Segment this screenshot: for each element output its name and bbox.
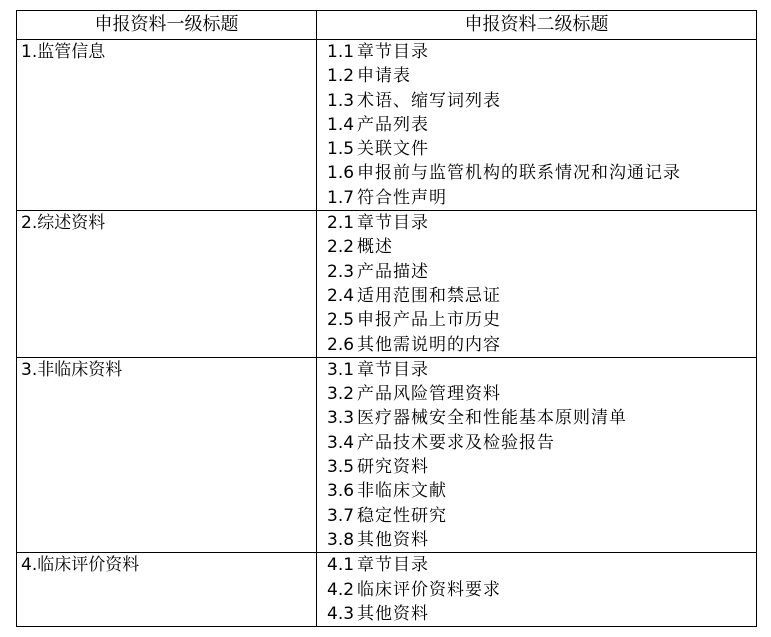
- level1-title-cell: [17, 357, 317, 552]
- level2-title-item: [327, 504, 752, 528]
- level2-title-number: 3.5: [327, 457, 355, 478]
- submission-materials-table: [16, 10, 757, 627]
- level2-title-item: [327, 479, 752, 503]
- level2-titles-cell: [317, 211, 757, 358]
- level2-title-item: [327, 186, 752, 210]
- level2-title-text: 产品描述: [357, 261, 430, 282]
- level1-title-cell: [17, 553, 317, 627]
- level2-title-item: [327, 211, 752, 235]
- table-row: [17, 553, 757, 627]
- level2-title-text: 章节目录: [357, 359, 430, 380]
- level2-title-number: 4.2: [327, 579, 355, 600]
- level2-title-text: 术语、缩写词列表: [357, 90, 502, 111]
- level2-title-number: 2.5: [327, 310, 355, 331]
- level2-title-number: 4.1: [327, 555, 355, 576]
- level2-title-number: 3.3: [327, 408, 355, 429]
- level2-title-item: [327, 284, 752, 308]
- level2-title-item: [327, 382, 752, 406]
- level1-title-cell: [17, 40, 317, 211]
- level2-title-item: [327, 308, 752, 332]
- level2-titles-cell: [317, 553, 757, 627]
- level2-title-item: [327, 89, 752, 113]
- level1-title-cell: [17, 211, 317, 358]
- level2-title-number: 3.4: [327, 432, 355, 453]
- level2-title-number: 1.1: [327, 42, 355, 62]
- level2-title-text: 概述: [357, 237, 394, 258]
- table-row: [17, 211, 757, 358]
- level2-title-number: 2.1: [327, 213, 355, 234]
- level2-title-text: 适用范围和禁忌证: [357, 285, 502, 306]
- level2-title-text: 章节目录: [357, 42, 430, 62]
- level2-title-number: 3.7: [327, 505, 355, 526]
- level2-title-item: [327, 260, 752, 284]
- level2-title-text: 医疗器械安全和性能基本原则清单: [357, 408, 628, 429]
- level2-title-text: 章节目录: [357, 213, 430, 234]
- level2-title-text: 产品列表: [357, 114, 430, 135]
- level2-title-item: [327, 431, 752, 455]
- level2-title-text: 稳定性研究: [357, 505, 448, 526]
- level2-title-number: 2.2: [327, 237, 355, 258]
- level2-title-text: 申报产品上市历史: [357, 310, 502, 331]
- level2-title-number: 2.6: [327, 334, 355, 355]
- level2-title-text: 研究资料: [357, 457, 430, 478]
- table-row: [17, 40, 757, 211]
- level2-title-text: 其他资料: [357, 603, 430, 624]
- table-body: [17, 40, 757, 627]
- level2-title-item: [327, 455, 752, 479]
- level2-title-number: 1.6: [327, 163, 355, 184]
- level2-titles-cell: [317, 357, 757, 552]
- level2-title-number: 2.3: [327, 261, 355, 282]
- level2-title-item: [327, 40, 752, 64]
- table-row: [17, 357, 757, 552]
- level2-title-text: 关联文件: [357, 139, 430, 160]
- level2-title-text: 临床评价资料要求: [357, 579, 502, 600]
- level2-title-text: 其他资料: [357, 529, 430, 550]
- level2-title-item: [327, 528, 752, 552]
- level2-title-number: 1.5: [327, 139, 355, 160]
- level2-title-number: 3.2: [327, 384, 355, 405]
- level2-title-item: [327, 578, 752, 602]
- level2-title-item: [327, 64, 752, 88]
- level2-title-item: [327, 137, 752, 161]
- level2-title-item: [327, 602, 752, 626]
- level2-title-text: 申请表: [357, 66, 412, 87]
- level1-title: 4.临床评价资料: [21, 555, 140, 576]
- table-header-row: [17, 11, 757, 40]
- level2-title-number: 4.3: [327, 603, 355, 624]
- level2-title-text: 章节目录: [357, 555, 430, 576]
- level2-title-item: [327, 113, 752, 137]
- level2-title-number: 1.4: [327, 114, 355, 135]
- level1-title: 3.非临床资料: [21, 359, 123, 380]
- level2-title-item: [327, 553, 752, 577]
- level2-title-text: 产品风险管理资料: [357, 384, 502, 405]
- level2-title-number: 1.7: [327, 187, 355, 208]
- level2-titles-cell: [317, 40, 757, 211]
- header-level1-title: 申报资料一级标题: [17, 11, 317, 40]
- header-level2-title: 申报资料二级标题: [317, 11, 757, 40]
- level2-title-item: [327, 333, 752, 357]
- level2-title-item: [327, 406, 752, 430]
- level1-title: 2.综述资料: [21, 213, 106, 234]
- level2-title-number: 3.1: [327, 359, 355, 380]
- level2-title-text: 其他需说明的内容: [357, 334, 502, 355]
- level2-title-text: 申报前与监管机构的联系情况和沟通记录: [357, 163, 682, 184]
- level2-title-text: 符合性声明: [357, 187, 448, 208]
- level2-title-item: [327, 235, 752, 259]
- level2-title-number: 3.6: [327, 481, 355, 502]
- level2-title-number: 3.8: [327, 529, 355, 550]
- level2-title-text: 非临床文献: [357, 481, 448, 502]
- level2-title-number: 2.4: [327, 285, 355, 306]
- level2-title-text: 产品技术要求及检验报告: [357, 432, 556, 453]
- level2-title-number: 1.2: [327, 66, 355, 87]
- level2-title-item: [327, 358, 752, 382]
- level1-title: 1.监管信息: [21, 42, 106, 62]
- level2-title-item: [327, 161, 752, 185]
- level2-title-number: 1.3: [327, 90, 355, 111]
